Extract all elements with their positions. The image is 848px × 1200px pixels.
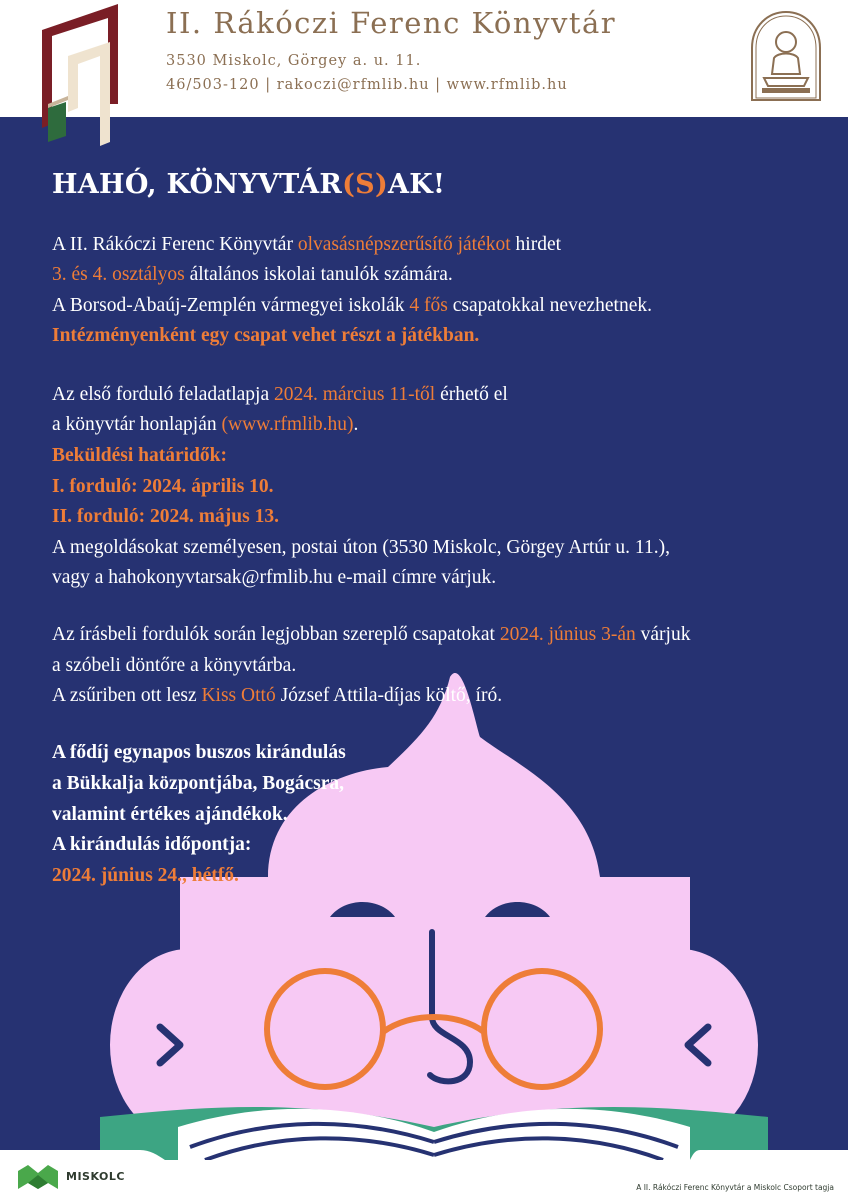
prize-line-1: A fődíj egynapos buszos kirándulás	[52, 742, 346, 763]
rounds-line-6: A megoldásokat személyesen, postai úton (3530 Miskolc, Görgey Artúr u. 11.),	[52, 537, 670, 558]
deadline-round-2: II. forduló: 2024. május 13.	[52, 506, 279, 527]
footer	[0, 1160, 848, 1200]
final-line-1: Az írásbeli fordulók során legjobban szereplő csapatokat 2024. június 3-án várjuk	[52, 624, 691, 645]
library-address: 3530 Miskolc, Görgey a. u. 11.	[166, 53, 422, 69]
final-line-3: A zsűriben ott lesz Kiss Ottó József Attila-díjas költő, író.	[52, 685, 503, 706]
deadline-round-1: I. forduló: 2024. április 10.	[52, 476, 274, 497]
library-name: II. Rákóczi Ferenc Könyvtár	[166, 6, 617, 40]
prize-date: 2024. június 24., hétfő.	[52, 865, 239, 886]
intro-line-4: Intézményenként egy csapat vehet részt a játékban.	[52, 325, 480, 346]
intro-line-2: 3. és 4. osztályos általános iskolai tanulók számára.	[52, 264, 453, 285]
rounds-line-7: vagy a hahokonyvtarsak@rfmlib.hu e-mail címre várjuk.	[52, 567, 497, 588]
rounds-line-2: a könyvtár honlapján (www.rfmlib.hu).	[52, 414, 359, 435]
main-area	[0, 117, 848, 1160]
library-logo-icon	[38, 4, 122, 148]
deadlines-label: Beküldési határidők:	[52, 445, 227, 466]
prize-line-4: A kirándulás időpontja:	[52, 834, 252, 855]
library-contact: 46/503-120 | rakoczi@rfmlib.hu | www.rfmlib.hu	[166, 77, 568, 93]
intro-line-3: A Borsod-Abaúj-Zemplén vármegyei iskolák 4 fős csapatokkal nevezhetnek.	[52, 295, 653, 316]
prize-line-2: a Bükkalja központjába, Bogácsra,	[52, 773, 345, 794]
rounds-line-1: Az első forduló feladatlapja 2024. március 11-től érhető el	[52, 384, 508, 405]
footer-note: A II. Rákóczi Ferenc Könyvtár a Miskolc Csoport tagja	[636, 1183, 834, 1192]
main-heading: HAHÓ, KÖNYVTÁR(S)AK!	[52, 169, 446, 200]
miskolc-logo-icon	[16, 1163, 60, 1191]
intro-line-1: A II. Rákóczi Ferenc Könyvtár olvasásnépszerűsítő játékot hirdet	[52, 234, 562, 255]
miskolc-label: MISKOLC	[66, 1170, 125, 1183]
prize-line-3: valamint értékes ajándékok.	[52, 804, 288, 825]
final-line-2: a szóbeli döntőre a könyvtárba.	[52, 655, 297, 676]
childrens-library-seal-icon	[748, 8, 824, 104]
